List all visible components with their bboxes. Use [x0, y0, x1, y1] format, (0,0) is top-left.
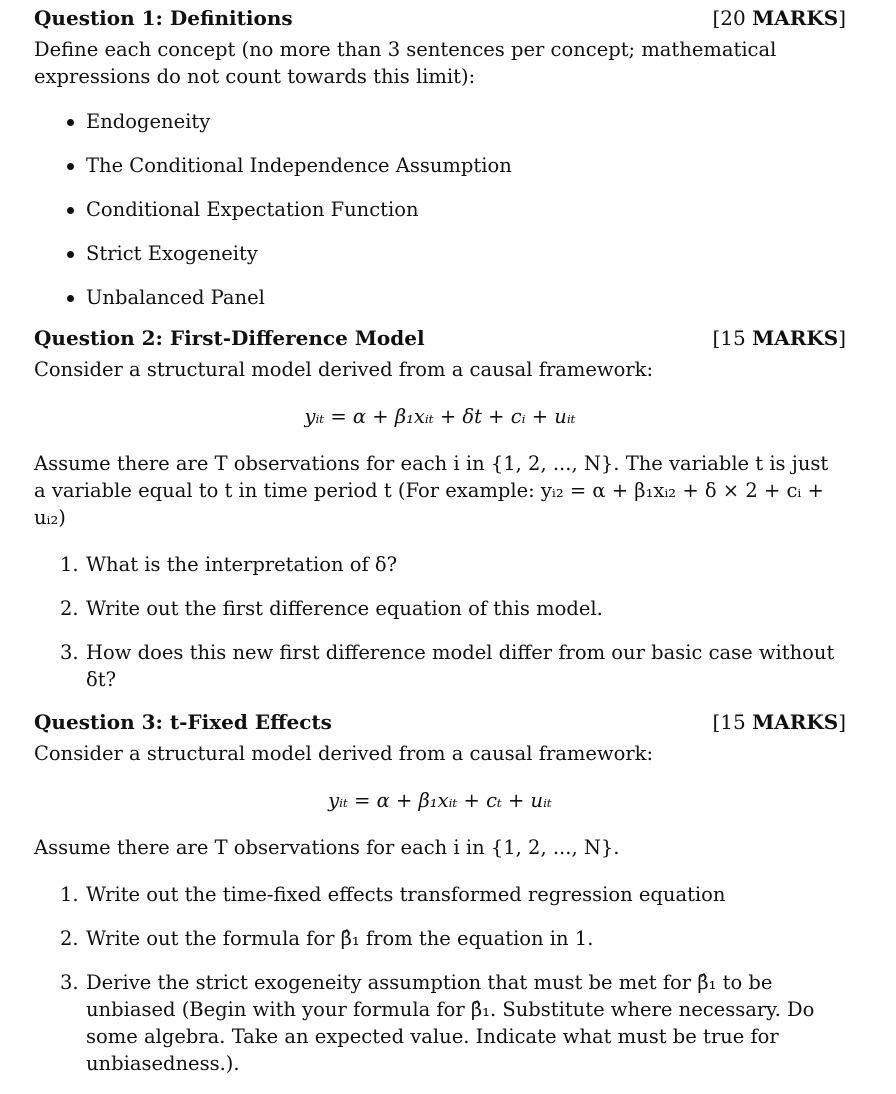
list-item: 2. Write out the first difference equation of this model. [60, 597, 603, 620]
q3-title: Question 3: t-Fixed Effects [34, 710, 332, 734]
list-item: 1. What is the interpretation of δ? [60, 553, 398, 576]
list-item: Unbalanced Panel [64, 276, 846, 320]
exam-page [34, 6, 846, 1094]
q2-task-list [34, 551, 846, 693]
q1-concept-list [34, 100, 846, 320]
q1-marks: [20 MARKS] [712, 6, 846, 30]
list-item: 3. How does this new first difference model differ from our basic case without δt? [60, 641, 835, 691]
q2-title: Question 2: First-Difference Model [34, 326, 425, 350]
q3-task-list [34, 881, 846, 1077]
q3-header [34, 710, 846, 734]
q2-marks: [15 MARKS] [712, 326, 846, 350]
q3-marks: [15 MARKS] [712, 710, 846, 734]
q1-title: Question 1: Definitions [34, 6, 293, 30]
list-item: 1. Write out the time-fixed effects transformed regression equation [60, 883, 726, 906]
q3-assumption: Assume there are T observations for each i in {1, 2, ..., N}. [34, 836, 620, 859]
list-item: Strict Exogeneity [64, 232, 846, 276]
list-item: 3. Derive the strict exogeneity assumption that must be met for β̂₁ to be unbiased (Begin with your formula for β̂₁. Substitute where necessary. Do some algebra. Take an expected value. Indicate what must be true for unbiasedness.). [60, 971, 815, 1075]
q2-equation: yᵢₜ = α + β₁xᵢₜ + δt + cᵢ + uᵢₜ [304, 405, 576, 428]
q1-header [34, 6, 846, 30]
q2-assumption: Assume there are T observations for each i in {1, 2, ..., N}. The variable t is just a variable equal to t in time period t (For example: yᵢ₂ = α + β₁xᵢ₂ + δ × 2 + cᵢ + uᵢ₂) [34, 452, 829, 529]
q3-equation: yᵢₜ = α + β₁xᵢₜ + cₜ + uᵢₜ [328, 789, 552, 812]
q1-intro: Define each concept (no more than 3 sentences per concept; mathematical expressions do not count towards this limit): [34, 38, 777, 88]
q2-intro: Consider a structural model derived from a causal framework: [34, 358, 654, 381]
q2-header [34, 326, 846, 350]
list-item: The Conditional Independence Assumption [64, 144, 846, 188]
q3-intro: Consider a structural model derived from a causal framework: [34, 742, 654, 765]
list-item: 2. Write out the formula for β̂₁ from the equation in 1. [60, 927, 594, 950]
list-item: Endogeneity [64, 100, 846, 144]
list-item: Conditional Expectation Function [64, 188, 846, 232]
